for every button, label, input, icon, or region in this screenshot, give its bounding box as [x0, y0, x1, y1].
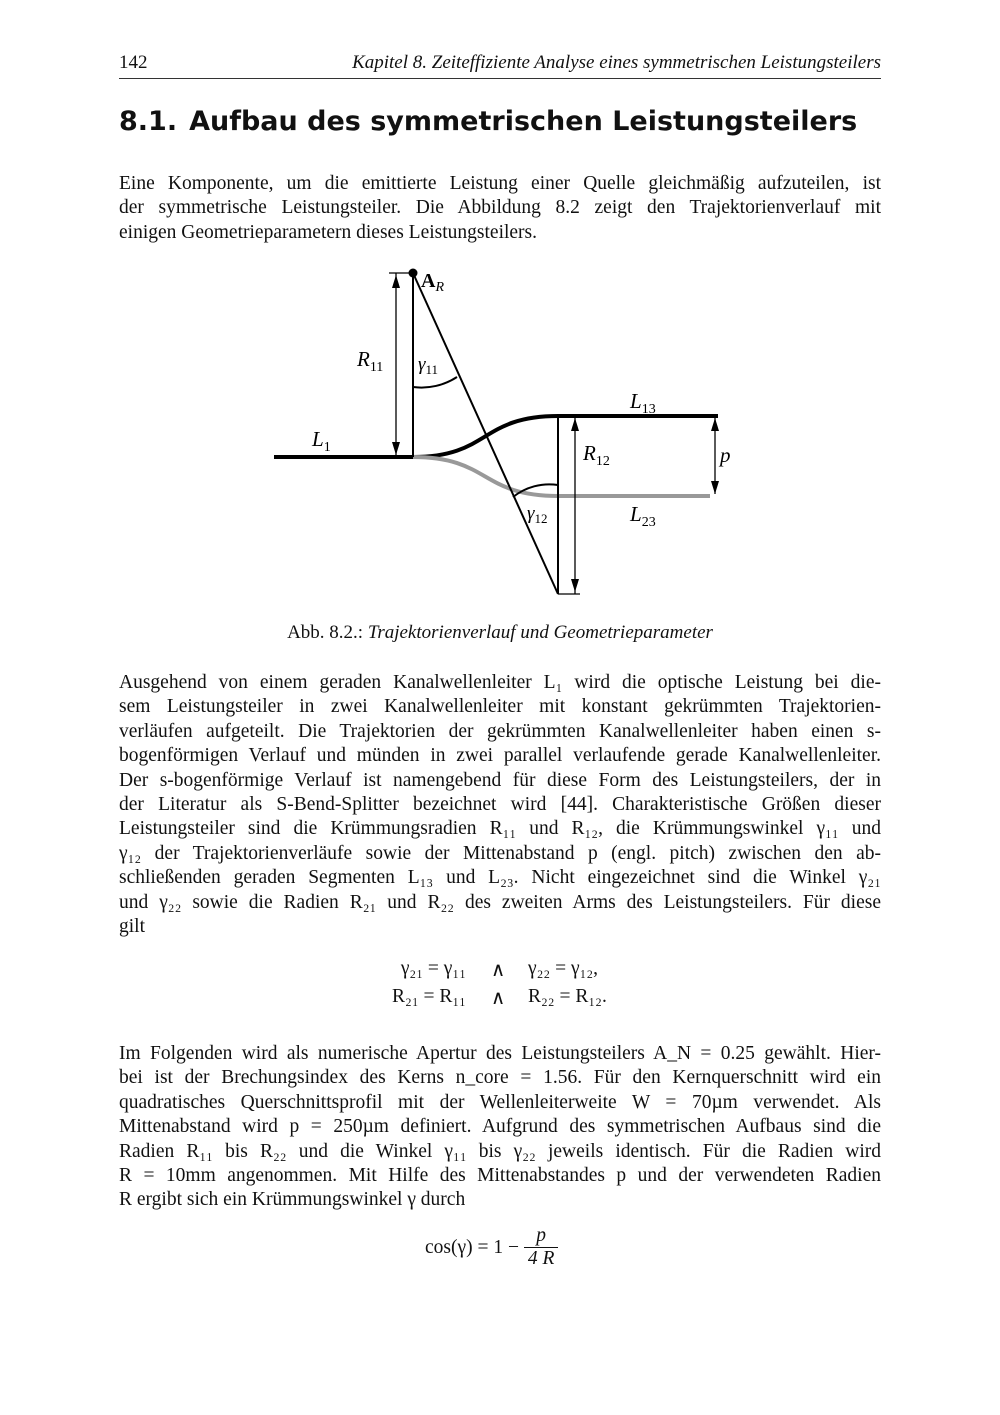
text-line: sem Leistungsteiler in zwei Kanalwellenleiter mit konstant gekrümmten Trajektorien- — [119, 696, 881, 718]
text-line: verläufen aufgeteilt. Die Trajektorien der gekrümmten Kanalwellenleiter haben einen s- — [119, 720, 881, 742]
label-r12: $R_{12}$ — [583, 441, 610, 469]
text-line: der Literatur als S-Bend-Splitter bezeichnet wird [44]. Charakteristische Größen dieser — [119, 794, 881, 816]
text-line: Ausgehend von einem geraden Kanalwellenleiter L₁ wird die optische Leistung bei die- — [119, 672, 881, 693]
caption-prefix: Abb. 8.2.: — [287, 622, 364, 643]
text-line: Mittenabstand wird p = 250µm definiert. Aufgrund des symmetrischen Aufbaus sind die — [119, 1116, 881, 1138]
text-line: und γ₂₂ sowie die Radien R₂₁ und R₂₂ des zweiten Arms des Leistungsteilers. Für diese — [119, 891, 881, 913]
text-line: Radien R₁₁ bis R₂₂ und die Winkel γ₁₁ bis γ₂₂ jeweils identisch. Für die Radien wird — [119, 1140, 881, 1162]
label-l23: $L_{23}$ — [630, 502, 656, 530]
parameters-paragraph — [119, 1042, 881, 1213]
section-title: Aufbau des symmetrischen Leistungsteilers — [189, 106, 858, 137]
label-ar: $A_R$ — [421, 270, 445, 295]
equation-array — [0, 958, 1000, 1014]
text-line: Leistungsteiler sind die Krümmungsradien R₁₁ und R₁₂, die Krümmungswinkel γ₁₁ und — [119, 818, 881, 840]
figure-caption — [0, 622, 1000, 644]
text-line: Eine Komponente, um die emittierte Leistung einer Quelle gleichmäßig aufzuteilen, ist — [119, 173, 881, 194]
fraction-denominator: 4 R — [527, 1248, 555, 1269]
lower-sbend — [413, 457, 558, 496]
text-line: gilt — [119, 916, 146, 938]
text-line: R ergibt sich ein Krümmungswinkel γ durch — [119, 1189, 466, 1211]
section-heading — [119, 106, 857, 137]
body-paragraph — [119, 671, 881, 939]
equation-row — [0, 986, 1000, 1014]
label-gamma11: $\gamma_{11}$ — [418, 354, 439, 377]
running-title: Kapitel 8. Zeiteffiziente Analyse eines symmetrischen Leistungsteilers — [352, 52, 881, 73]
label-gamma12: $\gamma_{12}$ — [527, 503, 548, 526]
center-diagonal-line — [413, 273, 558, 594]
equation-op: ∧ — [491, 960, 506, 981]
label-p: p — [720, 443, 731, 467]
page-number: 142 — [119, 52, 148, 73]
fraction — [524, 1225, 559, 1270]
page-header — [119, 52, 881, 79]
equation-op: ∧ — [491, 988, 506, 1009]
upper-sbend — [413, 416, 558, 457]
intro-paragraph — [119, 172, 881, 245]
equation-row — [0, 958, 1000, 986]
text-line: R = 10mm angenommen. Mit Hilfe des Mittenabstandes p und der verwendeten Radien — [119, 1165, 881, 1187]
text-line: der symmetrische Leistungsteiler. Die Abbildung 8.2 zeigt den Trajektorienverlauf mit — [119, 197, 881, 219]
caption-text: Trajektorienverlauf und Geometrieparameter — [367, 622, 713, 643]
text-line: Der s-bogenförmige Verlauf ist namengebend für diese Form des Leistungsteilers, der in — [119, 769, 881, 791]
text-line: bogenförmigen Verlauf und münden in zwei parallel verlaufende gerade Kanalwellenleiter. — [119, 745, 881, 767]
angle-arc-g11 — [413, 377, 457, 388]
figure-trajectory-diagram — [0, 260, 1000, 610]
label-r11: $R_{11}$ — [357, 347, 384, 375]
fraction-numerator: p — [524, 1225, 559, 1248]
equation-right: γ₂₂ = γ₁₂, — [528, 958, 599, 979]
text-line: schließenden geraden Segmenten L₁₃ und L₂₃. Nicht eingezeichnet sind die Winkel γ₂₁ — [119, 867, 881, 889]
equation-left: γ₂₁ = γ₁₁ — [400, 958, 466, 979]
label-l13: $L_{13}$ — [630, 389, 656, 417]
text-line: γ₁₂ der Trajektorienverläufe sowie der Mittenabstand p (engl. pitch) zwischen den ab- — [119, 842, 881, 864]
equation-right: R₂₂ = R₁₂. — [528, 986, 607, 1007]
text-line: Im Folgenden wird als numerische Apertur des Leistungsteilers A_N = 0.25 gewählt. Hier- — [119, 1043, 881, 1064]
text-line: quadratisches Querschnittsprofil mit der Wellenleiterweite W = 70µm verwendet. Als — [119, 1091, 881, 1113]
section-number: 8.1. — [119, 106, 178, 137]
label-l1: $L_1$ — [312, 427, 331, 455]
equation-lhs: cos(γ) = 1 − — [425, 1236, 519, 1258]
text-line: bei ist der Brechungsindex des Kerns n_core = 1.56. Für den Kernquerschnitt wird ein — [119, 1067, 881, 1089]
equation-left: R₂₁ = R₁₁ — [392, 986, 466, 1007]
text-line: einigen Geometrieparametern dieses Leistungsteilers. — [119, 221, 538, 243]
